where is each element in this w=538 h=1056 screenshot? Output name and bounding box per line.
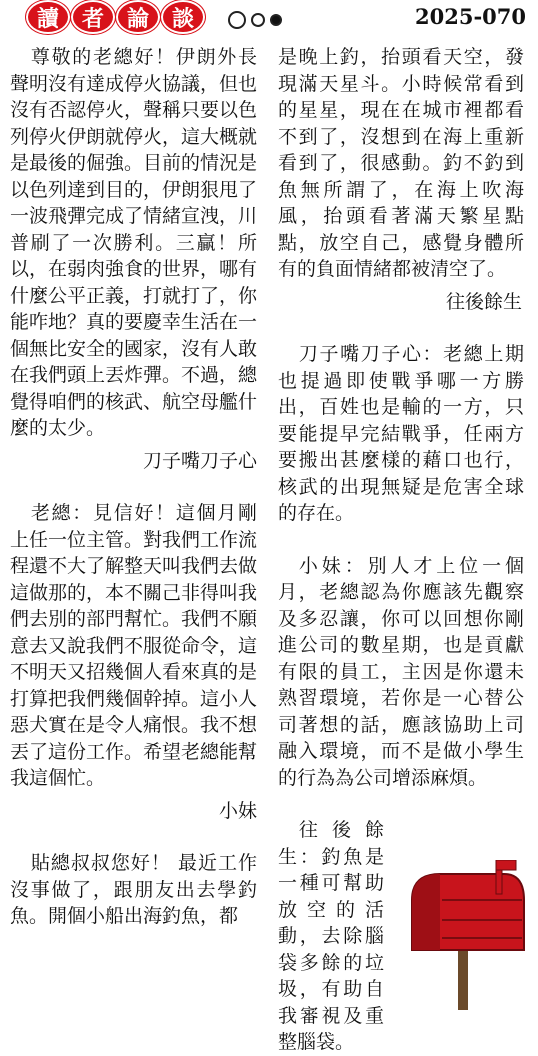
letter-paragraph: 老總：見信好！這個月剛上任一位主管。對我們工作流程還不大了解整天叫我們去做這做那的，本不關己非得叫我們去別的部門幫忙。我們不願意去又說我們不服從命令，這不明天又招幾個人看來真的是打算把我們幾個幹掉。這小人惡犬實在是令人痛恨。我不想丟了這份工作。希望老總能幫我這個忙。 (10, 502, 258, 789)
letter-signature: 小妹 (218, 799, 257, 822)
filled-circle-icon (270, 14, 282, 26)
letter-signature: 往後餘生 (445, 290, 522, 313)
circle-icon (228, 11, 246, 29)
title-badge-3: 論 (118, 2, 158, 32)
reply-paragraph: 往後餘生：釣魚是一種可幫助放空的活動，去除腦袋多餘的垃圾，有助自我審視及重整腦袋。 (278, 819, 384, 1053)
letter-signature: 刀子嘴刀子心 (142, 449, 257, 472)
title-badge-2: 者 (73, 2, 113, 32)
letter-paragraph: 尊敬的老總好！伊朗外長聲明沒有達成停火協議，但也沒有否認停火，聲稱只要以色列停火伊朗就停火，這大概就是最後的倔強。目前的情況是以色列達到目的，伊朗狠甩了一波飛彈完成了情緒宣洩，川普刷了一次勝利。三贏！所以，在弱肉強食的世界，哪有什麼公平正義，打就打了，你能咋地？真的要慶幸生活在一個無比安全的國家，沒有人敢在我們頭上丟炸彈。不過，總覺得咱們的核武、航空母艦什麼的太少。 (10, 46, 258, 439)
page-header (0, 0, 538, 34)
letter-paragraph-continued: 是晚上釣，抬頭看天空，發現滿天星斗。小時候常看到的星星，現在在城市裡都看不到了，沒想到在海上重新看到了，很感動。釣不釣到魚無所謂了，在海上吹海風，抬頭看著滿天繁星點點，放空自己，感覺身體所有的負面情緒都被清空了。 (278, 46, 524, 280)
letter-paragraph: 貼總叔叔您好！ 最近工作沒事做了，跟朋友出去學釣魚。開個小船出海釣魚，都 (10, 852, 257, 927)
decorative-dots (228, 11, 282, 29)
left-column (10, 44, 257, 930)
circle-icon (251, 13, 265, 27)
mailbox-icon (392, 860, 532, 1010)
reply-paragraph: 小妹：別人才上位一個月，老總認為你應該先觀察及多忍讓，你可以回想你剛進公司的數星期，也是貢獻有限的員工，主因是你還未熟習環境，若你是一心替公司著想的話，應該協助上司融入環境，而不是做小學生的行為為公司增添麻煩。 (278, 554, 524, 789)
column-title (28, 2, 203, 32)
title-badge-4: 談 (163, 2, 203, 32)
reply-paragraph: 刀子嘴刀子心：老總上期也提過即使戰爭哪一方勝出，百姓也是輸的一方，只要能提早完結戰爭，任兩方要搬出甚麼樣的藉口也行，核武的出現無疑是危害全球的存在。 (278, 343, 524, 524)
issue-number: 2025-070 (415, 4, 526, 29)
title-badge-1: 讀 (28, 2, 68, 32)
